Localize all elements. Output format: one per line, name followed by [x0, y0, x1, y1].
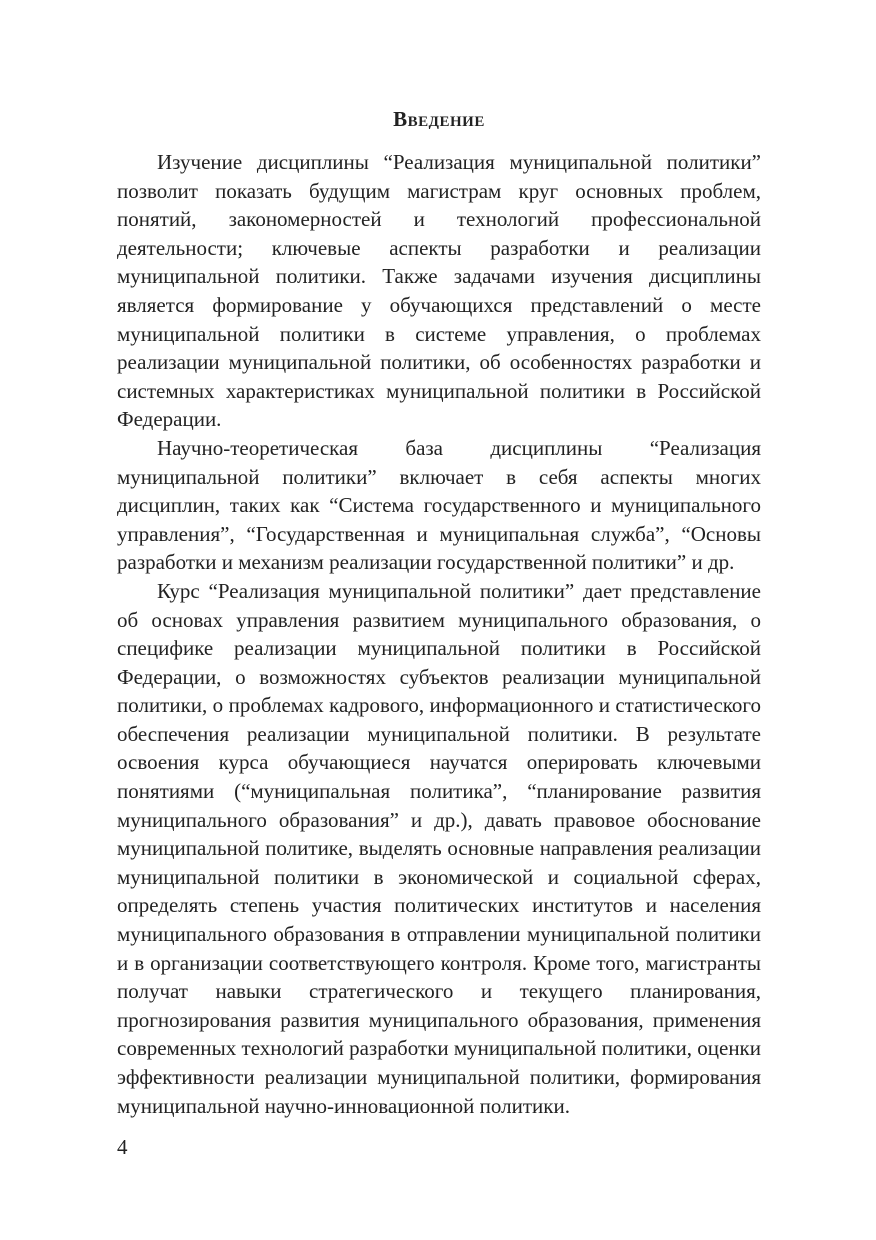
- paragraph-3: Курс “Реализация муниципальной политики” дает представление об основах управления развитием муниципального образования, о специфике реализации муниципальной политики в Российской Федерации, о возможностях субъектов реализации муниципальной политики, о проблемах кадрового, информационного и статистического обеспечения реализации муниципальной политики. В результате освоения курса обучающиеся научатся оперировать ключевыми понятиями (“муниципальная политика”, “планирование развития муниципального образования” и др.), давать правовое обоснование муниципальной политике, выделять основные направления реализации муниципальной политики в экономической и социальной сферах, определять степень участия политических институтов и населения муниципального образования в отправлении муниципальной политики и в организации соответствующего контроля. Кроме того, магистранты получат навыки стратегического и текущего планирования, прогнозирования развития муниципального образования, применения современных технологий разработки муниципальной политики, оценки эффективности реализации муниципальной политики, формирования муниципальной научно-инновационной политики.: [117, 578, 761, 1118]
- document-page: [117, 104, 761, 1120]
- section-title: Введение: [393, 107, 485, 131]
- paragraph-2: Научно-теоретическая база дисциплины “Реализация муниципальной политики” включает в себя аспекты многих дисциплин, таких как “Система государственного и муниципального управления”, “Государственная и муниципальная служба”, “Основы разработки и механизм реализации государственной политики” и др.: [117, 435, 761, 575]
- paragraph-1: Изучение дисциплины “Реализация муниципальной политики” позволит показать будущим магистрам круг основных проблем, понятий, закономерностей и технологий профессиональной деятельности; ключевые аспекты разработки и реализации муниципальной политики. Также задачами изучения дисциплины является формирование у обучающихся представлений о месте муниципальной политики в системе управления, о проблемах реализации муниципальной политики, об особенностях разработки и системных характеристиках муниципальной политики в Российской Федерации.: [117, 150, 761, 432]
- page-number: 4: [117, 1135, 128, 1159]
